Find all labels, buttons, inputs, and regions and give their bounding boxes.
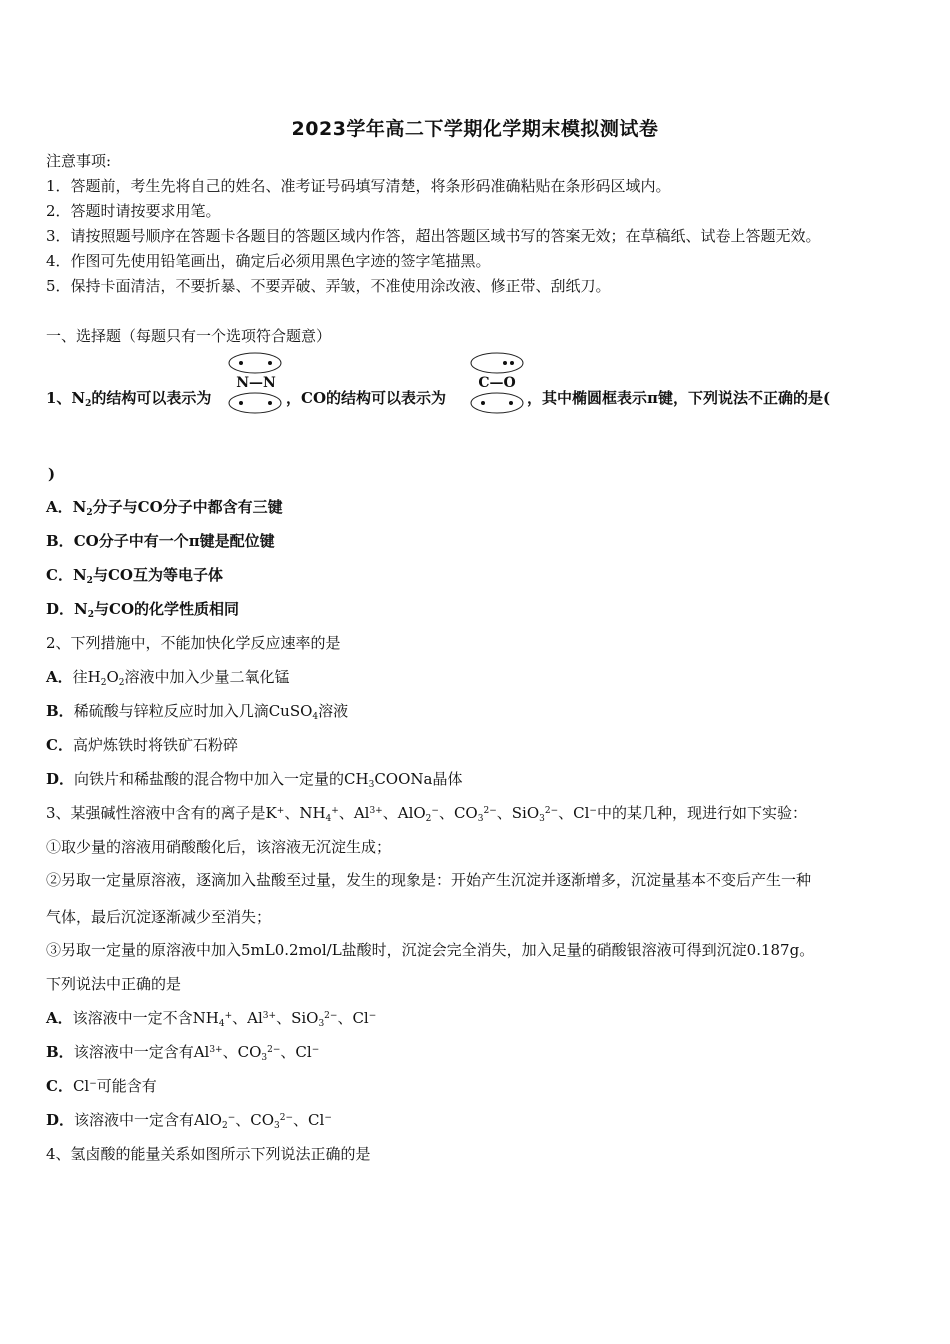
- page-title: 2023学年高二下学期化学期末模拟测试卷: [291, 118, 659, 140]
- notice-item-3: 3．请按照题号顺序在答题卡各题目的答题区域内作答，超出答题区域书写的答案无效；在草稿纸、试卷上答题无效。: [46, 227, 821, 245]
- co-structure-diagram: [467, 350, 527, 416]
- q1-option-d: D．$N_2$与CO的化学性质相同: [46, 600, 240, 620]
- n2-structure-diagram: [226, 350, 286, 416]
- q4-stem: 4、氢卤酸的能量关系如图所示下列说法正确的是: [46, 1145, 371, 1163]
- q2-option-b: B．稀硫酸与锌粒反应时加入几滴CuSO$_4$溶液: [46, 702, 349, 722]
- notice-item-4: 4．作图可先使用铅笔画出，确定后必须用黑色字迹的签字笔描黑。: [46, 252, 491, 270]
- q1-stem-part2: ，CO的结构可以表示为: [286, 389, 447, 407]
- q1-option-c: C．$N_2$与CO互为等电子体: [46, 566, 223, 586]
- n2-structure-label: N—N: [236, 375, 276, 391]
- q3-step-3: ③另取一定量的原溶液中加入5mL0.2mol/L盐酸时，沉淀会完全消失，加入足量的硝酸银溶液可得到沉淀0.187g。: [46, 941, 815, 959]
- q3-option-b: B．该溶液中一定含有$Al^{3+}$、$CO_3^{2-}$、Cl−: [46, 1043, 320, 1063]
- q3-option-d: D．该溶液中一定含有AlO$_2$−、$CO_3^{2-}$、Cl−: [46, 1111, 332, 1131]
- q2-option-d: D．向铁片和稀盐酸的混合物中加入一定量的$CH_3COONa$晶体: [46, 770, 463, 790]
- q1-stem-part3: ，其中椭圆框表示π键，下列说法不正确的是(: [527, 389, 831, 407]
- q1-option-b: B．CO分子中有一个π键是配位键: [46, 532, 275, 550]
- q1-stem-part1: 1、$N_2$的结构可以表示为: [46, 389, 212, 409]
- q3-option-c: C．Cl−可能含有: [46, 1077, 157, 1095]
- notice-item-1: 1．答题前，考生先将自己的姓名、准考证号码填写清楚，将条形码准确粘贴在条形码区域内。: [46, 177, 671, 195]
- notice-item-5: 5．保持卡面清洁，不要折暴、不要弄破、弄皱，不准使用涂改液、修正带、刮纸刀。: [46, 277, 611, 295]
- notice-heading: 注意事项:: [46, 152, 112, 170]
- q3-stem: 3、某强碱性溶液中含有的离子是K+、$NH_4^+$、$Al^{3+}$、AlO$_2$−、$CO_3^{2-}$、SiO$_3^{2-}$、Cl−中的某几种，现进行如下实验：: [46, 804, 807, 824]
- q3-ask: 下列说法中正确的是: [46, 975, 182, 993]
- q2-option-c: C．高炉炼铁时将铁矿石粉碎: [46, 736, 238, 754]
- section-heading: 一、选择题（每题只有一个选项符合题意）: [46, 327, 332, 345]
- q2-option-a: A．往$H_2O_2$溶液中加入少量二氧化锰: [46, 668, 290, 688]
- q3-step-1: ①取少量的溶液用硝酸酸化后，该溶液无沉淀生成；: [46, 838, 392, 856]
- q3-option-a: A．该溶液中一定不含$NH_4^+$、$Al^{3+}$、SiO$_3^{2-}$、Cl−: [46, 1009, 377, 1029]
- co-structure-label: C—O: [478, 375, 516, 391]
- q3-step-2: ②另取一定量原溶液，逐滴加入盐酸至过量，发生的现象是：开始产生沉淀并逐渐增多，沉淀量基本不变后产生一种: [46, 871, 812, 889]
- notice-item-2: 2．答题时请按要求用笔。: [46, 202, 221, 220]
- q1-stem-close: ): [48, 465, 56, 483]
- q3-step-2-continued: 气体，最后沉淀逐渐减少至消失；: [46, 908, 272, 926]
- q2-stem: 2、下列措施中，不能加快化学反应速率的是: [46, 634, 341, 652]
- q1-option-a: A．$N_2$分子与CO分子中都含有三键: [46, 498, 283, 518]
